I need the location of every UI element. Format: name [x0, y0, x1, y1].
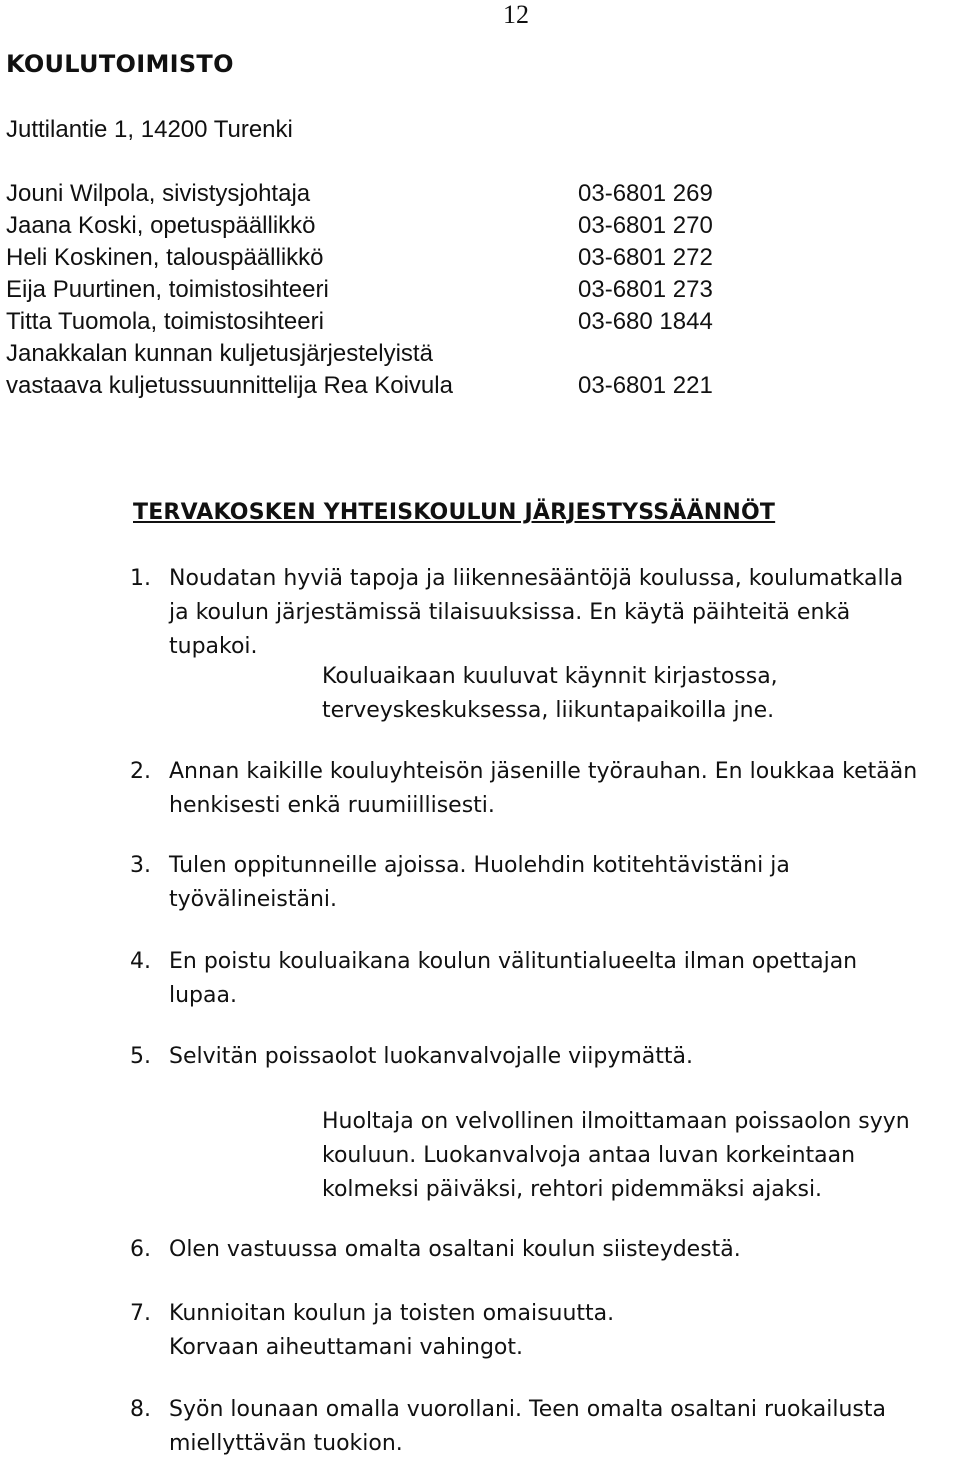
- rule-line: työvälineistäni.: [169, 887, 338, 912]
- note-line: Kouluaikaan kuuluvat käynnit kirjastossa,: [322, 664, 778, 689]
- rule-line: Tulen oppitunneille ajoissa. Huolehdin kotitehtävistäni ja: [169, 853, 790, 878]
- contact-name: vastaava kuljetussuunnittelija Rea Koivula: [6, 372, 453, 399]
- rule-number: 7.: [130, 1301, 151, 1326]
- rule-text: [169, 1393, 960, 1461]
- contact-list: [6, 178, 766, 402]
- note-line: kolmeksi päiväksi, rehtori pidemmäksi ajaksi.: [322, 1177, 823, 1202]
- rule-line: Noudatan hyviä tapoja ja liikennesääntöjä koulussa, koulumatkalla: [169, 566, 904, 591]
- office-title: KOULUTOIMISTO: [6, 50, 234, 78]
- office-address: Juttilantie 1, 14200 Turenki: [6, 116, 293, 143]
- contact-row: [6, 274, 766, 306]
- rule-line: tupakoi.: [169, 634, 258, 659]
- page-number: 12: [503, 0, 529, 29]
- rule-number: 3.: [130, 853, 151, 878]
- transport-note: Janakkalan kunnan kuljetusjärjestelyistä: [6, 340, 433, 367]
- contact-phone: 03-6801 272: [578, 244, 713, 271]
- rule-line: miellyttävän tuokion.: [169, 1431, 403, 1456]
- rule-line: ja koulun järjestämissä tilaisuuksissa. En käytä päihteitä enkä: [169, 600, 851, 625]
- note-line: terveyskeskuksessa, liikuntapaikoilla jne.: [322, 698, 775, 723]
- contact-row: [6, 370, 766, 402]
- contact-name: Jaana Koski, opetuspäällikkö: [6, 212, 316, 239]
- rule-line: lupaa.: [169, 983, 237, 1008]
- rule-text: [169, 755, 960, 823]
- rule-number: 2.: [130, 759, 151, 784]
- contact-phone: 03-6801 269: [578, 180, 713, 207]
- contact-row: [6, 178, 766, 210]
- rule-line: Korvaan aiheuttamani vahingot.: [169, 1335, 524, 1360]
- contact-name: Heli Koskinen, talouspäällikkö: [6, 244, 324, 271]
- rule-line: henkisesti enkä ruumiillisesti.: [169, 793, 495, 818]
- rule-line: Kunnioitan koulun ja toisten omaisuutta.: [169, 1301, 615, 1326]
- contact-phone: 03-6801 273: [578, 276, 713, 303]
- contact-name: Jouni Wilpola, sivistysjohtaja: [6, 180, 311, 207]
- rule-text: [169, 849, 960, 917]
- rule-note: [322, 660, 778, 728]
- contact-phone: 03-6801 270: [578, 212, 713, 239]
- contact-row: [6, 210, 766, 242]
- rule-text: [169, 1040, 960, 1074]
- rule-line: Annan kaikille kouluyhteisön jäsenille työrauhan. En loukkaa ketään: [169, 759, 918, 784]
- rule-text: [169, 562, 960, 664]
- contact-name: Eija Puurtinen, toimistosihteeri: [6, 276, 329, 303]
- note-line: Huoltaja on velvollinen ilmoittamaan poissaolon syyn: [322, 1109, 910, 1134]
- rule-text: [169, 945, 960, 1013]
- contact-name: Titta Tuomola, toimistosihteeri: [6, 308, 324, 335]
- rule-number: 8.: [130, 1397, 151, 1422]
- rule-text: [169, 1297, 960, 1365]
- transport-note-row: [6, 338, 766, 370]
- rule-number: 6.: [130, 1237, 151, 1262]
- rule-number: 5.: [130, 1044, 151, 1069]
- contact-phone: 03-680 1844: [578, 308, 713, 335]
- rule-text: [169, 1233, 960, 1267]
- rules-title: TERVAKOSKEN YHTEISKOULUN JÄRJESTYSSÄÄNNÖT: [133, 500, 776, 525]
- rule-line: Syön lounaan omalla vuorollani. Teen omalta osaltani ruokailusta: [169, 1397, 886, 1422]
- rule-line: Selvitän poissaolot luokanvalvojalle viipymättä.: [169, 1044, 693, 1069]
- note-line: kouluun. Luokanvalvoja antaa luvan korkeintaan: [322, 1143, 856, 1168]
- contact-row: [6, 242, 766, 274]
- contact-row: [6, 306, 766, 338]
- rule-note: [322, 1105, 910, 1207]
- rule-number: 4.: [130, 949, 151, 974]
- rule-line: Olen vastuussa omalta osaltani koulun siisteydestä.: [169, 1237, 741, 1262]
- contact-phone: 03-6801 221: [578, 372, 713, 399]
- rule-line: En poistu kouluaikana koulun välituntialueelta ilman opettajan: [169, 949, 858, 974]
- rule-number: 1.: [130, 566, 151, 591]
